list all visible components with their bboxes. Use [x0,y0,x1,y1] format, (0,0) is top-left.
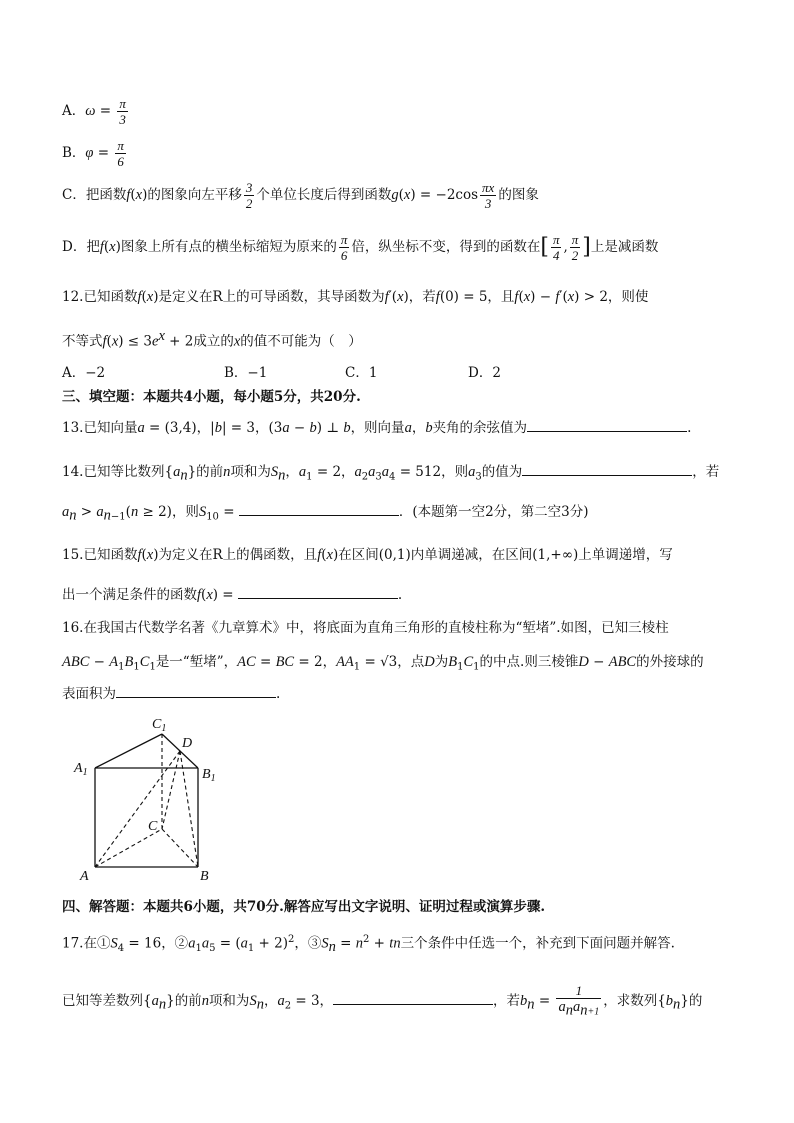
q17-condition-blank[interactable] [333,992,493,1005]
q16-line1: 16.在我国古代数学名著《九章算术》中，将底面为直角三角形的直棱柱称为“堑堵”.如图，已知三棱柱 [62,620,669,636]
q14-line1: 14.已知等比数列$\{a_n\}$的前n项和为$S_n$，$a_1 = 2$，$a_2a_3a_4 = 512$，则$a_3$的值为 ，若 [62,464,720,484]
q12-choice-a: A．−2 [62,365,106,381]
label-b1: $B_1$ [202,767,216,784]
q13-line: 13.已知向量a = (3,4)，|b| = 3，(3a − b) ⊥ b，则向量a，b夹角的余弦值为 . [62,420,692,436]
prism-figure [70,712,230,884]
label-b: B [200,869,209,884]
label-a: A [80,869,89,884]
q12-line1: 12.已知函数f(x)是定义在R上的可导函数，其导函数为f′(x)，若f(0) = 5，且f(x) − f′(x) > 2，则使 [62,289,649,305]
q14-answer-blank-1[interactable] [522,463,692,476]
q15-line1: 15.已知函数f(x)为定义在R上的偶函数，且f(x)在区间(0,1)内单调递减，在区间(1,+∞)上单调递增，写 [62,547,673,563]
q12-choice-c: C．1 [345,365,378,381]
q11-option-a: A．ω = $\frac{\pi}{3}$ [62,96,126,127]
q16-answer-blank[interactable] [116,685,276,698]
q13-answer-blank[interactable] [527,419,687,432]
q16-line3: 表面积为 . [62,686,281,702]
q12-choice-d: D．2 [468,365,501,381]
q15-answer-blank[interactable] [238,586,398,599]
q14-line2: $a_n > a_{n-1}(n \ge 2)$，则$S_{10}$ = ．(本题第一空2分，第二空3分) [62,504,589,524]
q11-option-b: B．φ = $\frac{\pi}{6}$ [62,138,124,169]
q11-option-c: C．把函数f(x)的图象向左平移 $\frac{3}{2}$ 个单位长度后得到函数g(x) = −2cos $\frac{\pi x}{3}$ 的图象 [62,180,539,211]
q17-line2: 已知等差数列$\{a_n\}$的前n项和为$S_n$，$a_2 = 3$， ，若$b_n$ = $\frac{1}{a_na_{n+1}}$ ，求数列$\{b_n\}$的 [62,983,703,1019]
q11-option-d: D．把f(x)图象上所有点的横坐标缩短为原来的 $\frac{\pi}{6}$ 倍，纵坐标不变，得到的函数在[ $\frac{\pi}{4}$ , $\frac{\pi}{2}$ ]上是减函数 [62,232,659,263]
label-c: C [148,819,158,834]
edge-a1-c1 [95,734,162,768]
label-c1: $C_1$ [152,717,167,734]
section4-heading: 四、解答题：本题共6小题，共70分.解答应写出文字说明、证明过程或演算步骤. [62,899,546,915]
q16-line2: ABC − $A_1B_1C_1$是一“堑堵”，AC = BC = 2，$AA_1 = √3$，点D为$B_1C_1$的中点.则三棱锥D − ABC的外接球的 [62,654,704,673]
q12-line2: 不等式$f(x) \le 3e^x + 2$成立的x的值不可能为（ ） [62,328,362,350]
edge-a-c [95,829,162,867]
q12-choice-b: B．−1 [224,365,268,381]
section3-heading: 三、填空题：本题共4小题，每小题5分，共20分. [62,389,361,405]
label-a1: $A_1$ [74,761,88,778]
label-d: D [182,736,193,751]
q17-line1: 17.在$①S_4 = 16$，$②a_1a_5 = (a_1 + 2)^2$，$③S_n = n^2$ + tn三个条件中任选一个，补充到下面问题并解答. [62,934,675,956]
q14-answer-blank-2[interactable] [239,503,399,516]
q15-line2: 出一个满足条件的函数f(x) = . [62,587,403,603]
